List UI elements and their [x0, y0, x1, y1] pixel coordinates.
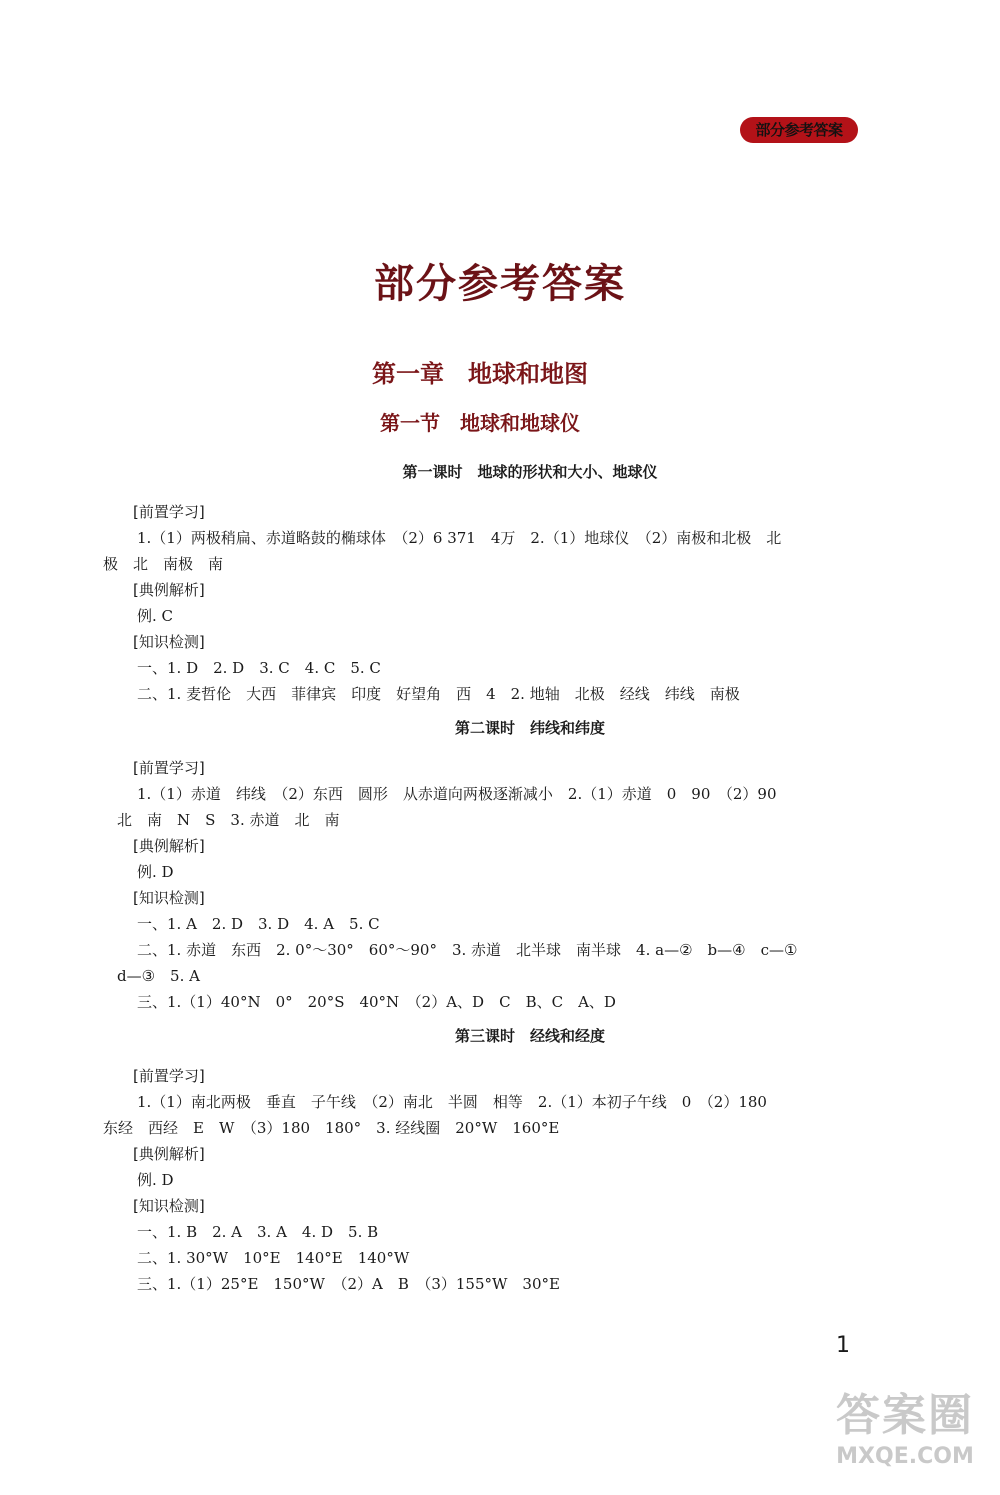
page-number: 1 — [836, 1333, 850, 1358]
subsection-tag: [前置学习] — [133, 759, 205, 777]
answer-line: 三、1.（1）40°N 0° 20°S 40°N （2）A、D C B、C A、D — [137, 993, 616, 1011]
chapter-title: 第一章 地球和地图 — [372, 360, 588, 388]
page-title: 部分参考答案 — [374, 260, 626, 307]
subsection-tag: [典例解析] — [133, 837, 205, 855]
answer-line: 一、1. B 2. A 3. A 4. D 5. B — [137, 1223, 379, 1241]
answer-line: 二、1. 麦哲伦 大西 菲律宾 印度 好望角 西 4 2. 地轴 北极 经线 纬线 南极 — [137, 685, 740, 703]
answer-line: d—③ 5. A — [117, 967, 200, 985]
subsection-tag: [典例解析] — [133, 581, 205, 599]
subsection-tag: [典例解析] — [133, 1145, 205, 1163]
answer-line: 东经 西经 E W （3）180 180° 3. 经线圈 20°W 160°E — [103, 1119, 560, 1137]
answer-line: 北 南 N S 3. 赤道 北 南 — [117, 811, 340, 829]
watermark-logo — [820, 1390, 990, 1490]
answer-line: 例. D — [137, 1171, 174, 1189]
lesson-title: 第二课时 纬线和纬度 — [454, 719, 605, 737]
answer-line: 二、1. 30°W 10°E 140°E 140°W — [137, 1249, 410, 1267]
subsection-tag: [知识检测] — [133, 1197, 205, 1215]
answer-line: 一、1. A 2. D 3. D 4. A 5. C — [137, 915, 380, 933]
lesson-title: 第一课时 地球的形状和大小、地球仪 — [402, 463, 658, 481]
answer-line: 三、1.（1）25°E 150°W （2）A B （3）155°W 30°E — [137, 1275, 560, 1293]
answer-line: 1.（1）赤道 纬线 （2）东西 圆形 从赤道向两极逐渐减小 2.（1）赤道 0 90 （2）90 — [137, 785, 777, 803]
watermark-text: 答案圈 — [836, 1390, 974, 1441]
subsection-tag: [知识检测] — [133, 633, 205, 651]
answer-line: 极 北 南极 南 — [103, 555, 224, 573]
answer-line: 例. C — [137, 607, 174, 625]
answer-line: 二、1. 赤道 东西 2. 0°～30° 60°～90° 3. 赤道 北半球 南半球 4. a—② b—④ c—① — [137, 941, 798, 959]
answer-line: 1.（1）两极稍扁、赤道略鼓的椭球体 （2）6 371 4万 2.（1）地球仪 （2）南极和北极 北 — [137, 529, 782, 547]
subsection-tag: [知识检测] — [133, 889, 205, 907]
answer-line: 1.（1）南北两极 垂直 子午线 （2）南北 半圆 相等 2.（1）本初子午线 0 （2）180 — [137, 1093, 767, 1111]
section-title: 第一节 地球和地球仪 — [380, 411, 580, 435]
corner-badge: 部分参考答案 — [740, 117, 858, 143]
answer-line: 一、1. D 2. D 3. C 4. C 5. C — [137, 659, 381, 677]
watermark-url: MXQE.COM — [836, 1444, 974, 1469]
answer-line: 例. D — [137, 863, 174, 881]
subsection-tag: [前置学习] — [133, 503, 205, 521]
subsection-tag: [前置学习] — [133, 1067, 205, 1085]
lesson-title: 第三课时 经线和经度 — [454, 1027, 605, 1045]
answer-content — [95, 459, 875, 1297]
